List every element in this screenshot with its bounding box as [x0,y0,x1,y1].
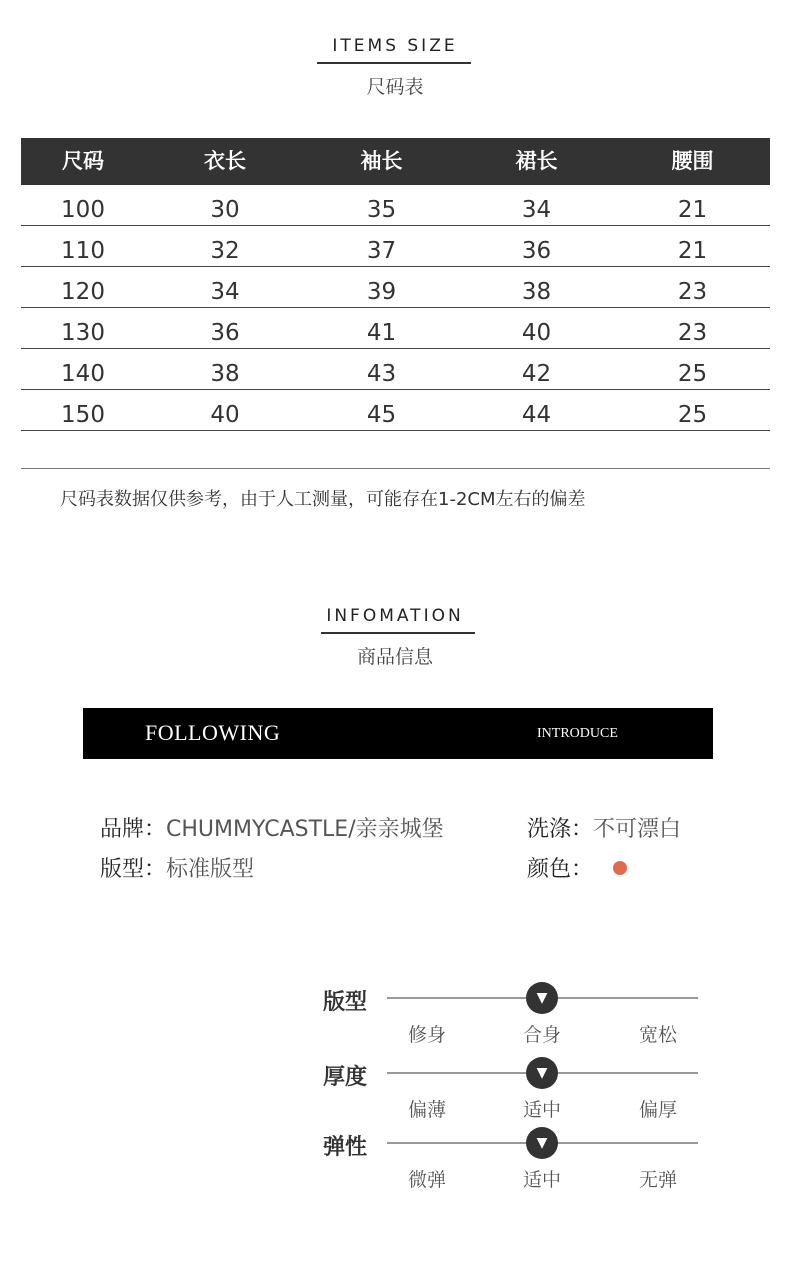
table-cell: 36 [521,238,552,264]
table-cell: 21 [677,197,708,223]
scale-option: 修身 [407,1024,446,1046]
brand-line [100,812,444,843]
header-cell: 衣长 [204,149,246,173]
scale-option: 适中 [522,1099,561,1121]
fit-value: 标准版型 [166,857,255,882]
table-cell: 37 [366,238,397,264]
table-cell: 44 [521,402,552,428]
table-cell: 120 [61,279,105,305]
table-row [21,226,770,267]
size-table-header [21,138,770,185]
scale-option: 适中 [522,1169,561,1191]
table-cell: 32 [210,238,240,264]
color-swatch-dot [613,861,627,875]
table-cell: 45 [366,402,397,428]
table-cell: 130 [61,320,105,346]
table-bottom-divider [21,468,770,469]
brand-value: CHUMMYCASTLE/亲亲城堡 [166,817,444,842]
table-cell: 140 [61,361,105,387]
banner-introduce-text: INTRODUCE [537,726,618,741]
scale-indicator-icon: ▼ [526,982,558,1014]
following-introduce-banner [83,708,713,759]
table-cell: 38 [210,361,240,387]
scale-indicator-icon: ▼ [526,1127,558,1159]
wash-line [527,812,681,843]
info-section-title: INFOMATION [326,606,464,626]
header-cell: 腰围 [671,149,714,173]
table-cell: 25 [677,402,708,428]
scale-label: 弹性 [323,1135,368,1160]
info-section-subtitle: 商品信息 [356,646,433,668]
table-cell: 25 [677,361,708,387]
scale-label: 厚度 [323,1065,368,1090]
table-cell: 150 [61,402,105,428]
scale-label: 版型 [323,990,368,1015]
table-cell: 40 [210,402,240,428]
wash-label: 洗涤： [527,817,594,842]
size-table [21,138,770,431]
table-cell: 41 [366,320,397,346]
table-cell: 36 [210,320,240,346]
header-cell: 裙长 [515,149,558,173]
color-line [527,852,627,883]
info-title-rule [321,632,475,634]
table-cell: 40 [521,320,552,346]
table-row [21,308,770,349]
scale-option: 微弹 [407,1169,446,1191]
table-cell: 23 [677,279,708,305]
size-section-subtitle: 尺码表 [366,76,424,98]
scale-option: 合身 [522,1024,561,1046]
table-row [21,185,770,226]
table-cell: 21 [677,238,708,264]
scale-option: 宽松 [638,1024,677,1046]
table-cell: 34 [210,279,240,305]
table-cell: 39 [366,279,397,305]
wash-value: 不可漂白 [593,817,682,842]
header-cell: 袖长 [360,149,403,173]
brand-label: 品牌： [100,817,167,842]
table-cell: 34 [521,197,552,223]
table-cell: 35 [366,197,397,223]
table-cell: 100 [61,197,105,223]
header-cell: 尺码 [62,149,104,173]
table-row [21,390,770,431]
color-label: 颜色： [527,857,594,882]
table-cell: 42 [521,361,552,387]
table-cell: 23 [677,320,708,346]
size-table-body [21,185,770,431]
table-cell: 30 [210,197,240,223]
table-cell: 38 [521,279,552,305]
table-cell: 110 [61,238,105,264]
banner-following-text: FOLLOWING [145,720,281,745]
scale-option: 偏薄 [407,1099,446,1121]
fit-label: 版型： [100,857,167,882]
size-disclaimer: 尺码表数据仅供参考，由于人工测量，可能存在1-2CM左右的偏差 [60,489,586,510]
table-row [21,267,770,308]
size-title-rule [317,62,471,64]
scale-option: 偏厚 [638,1099,677,1121]
table-row [21,349,770,390]
scale-option: 无弹 [638,1169,677,1191]
table-cell: 43 [366,361,397,387]
scale-indicator-icon: ▼ [526,1057,558,1089]
size-section-title: ITEMS SIZE [332,36,458,56]
fit-line [100,852,254,883]
